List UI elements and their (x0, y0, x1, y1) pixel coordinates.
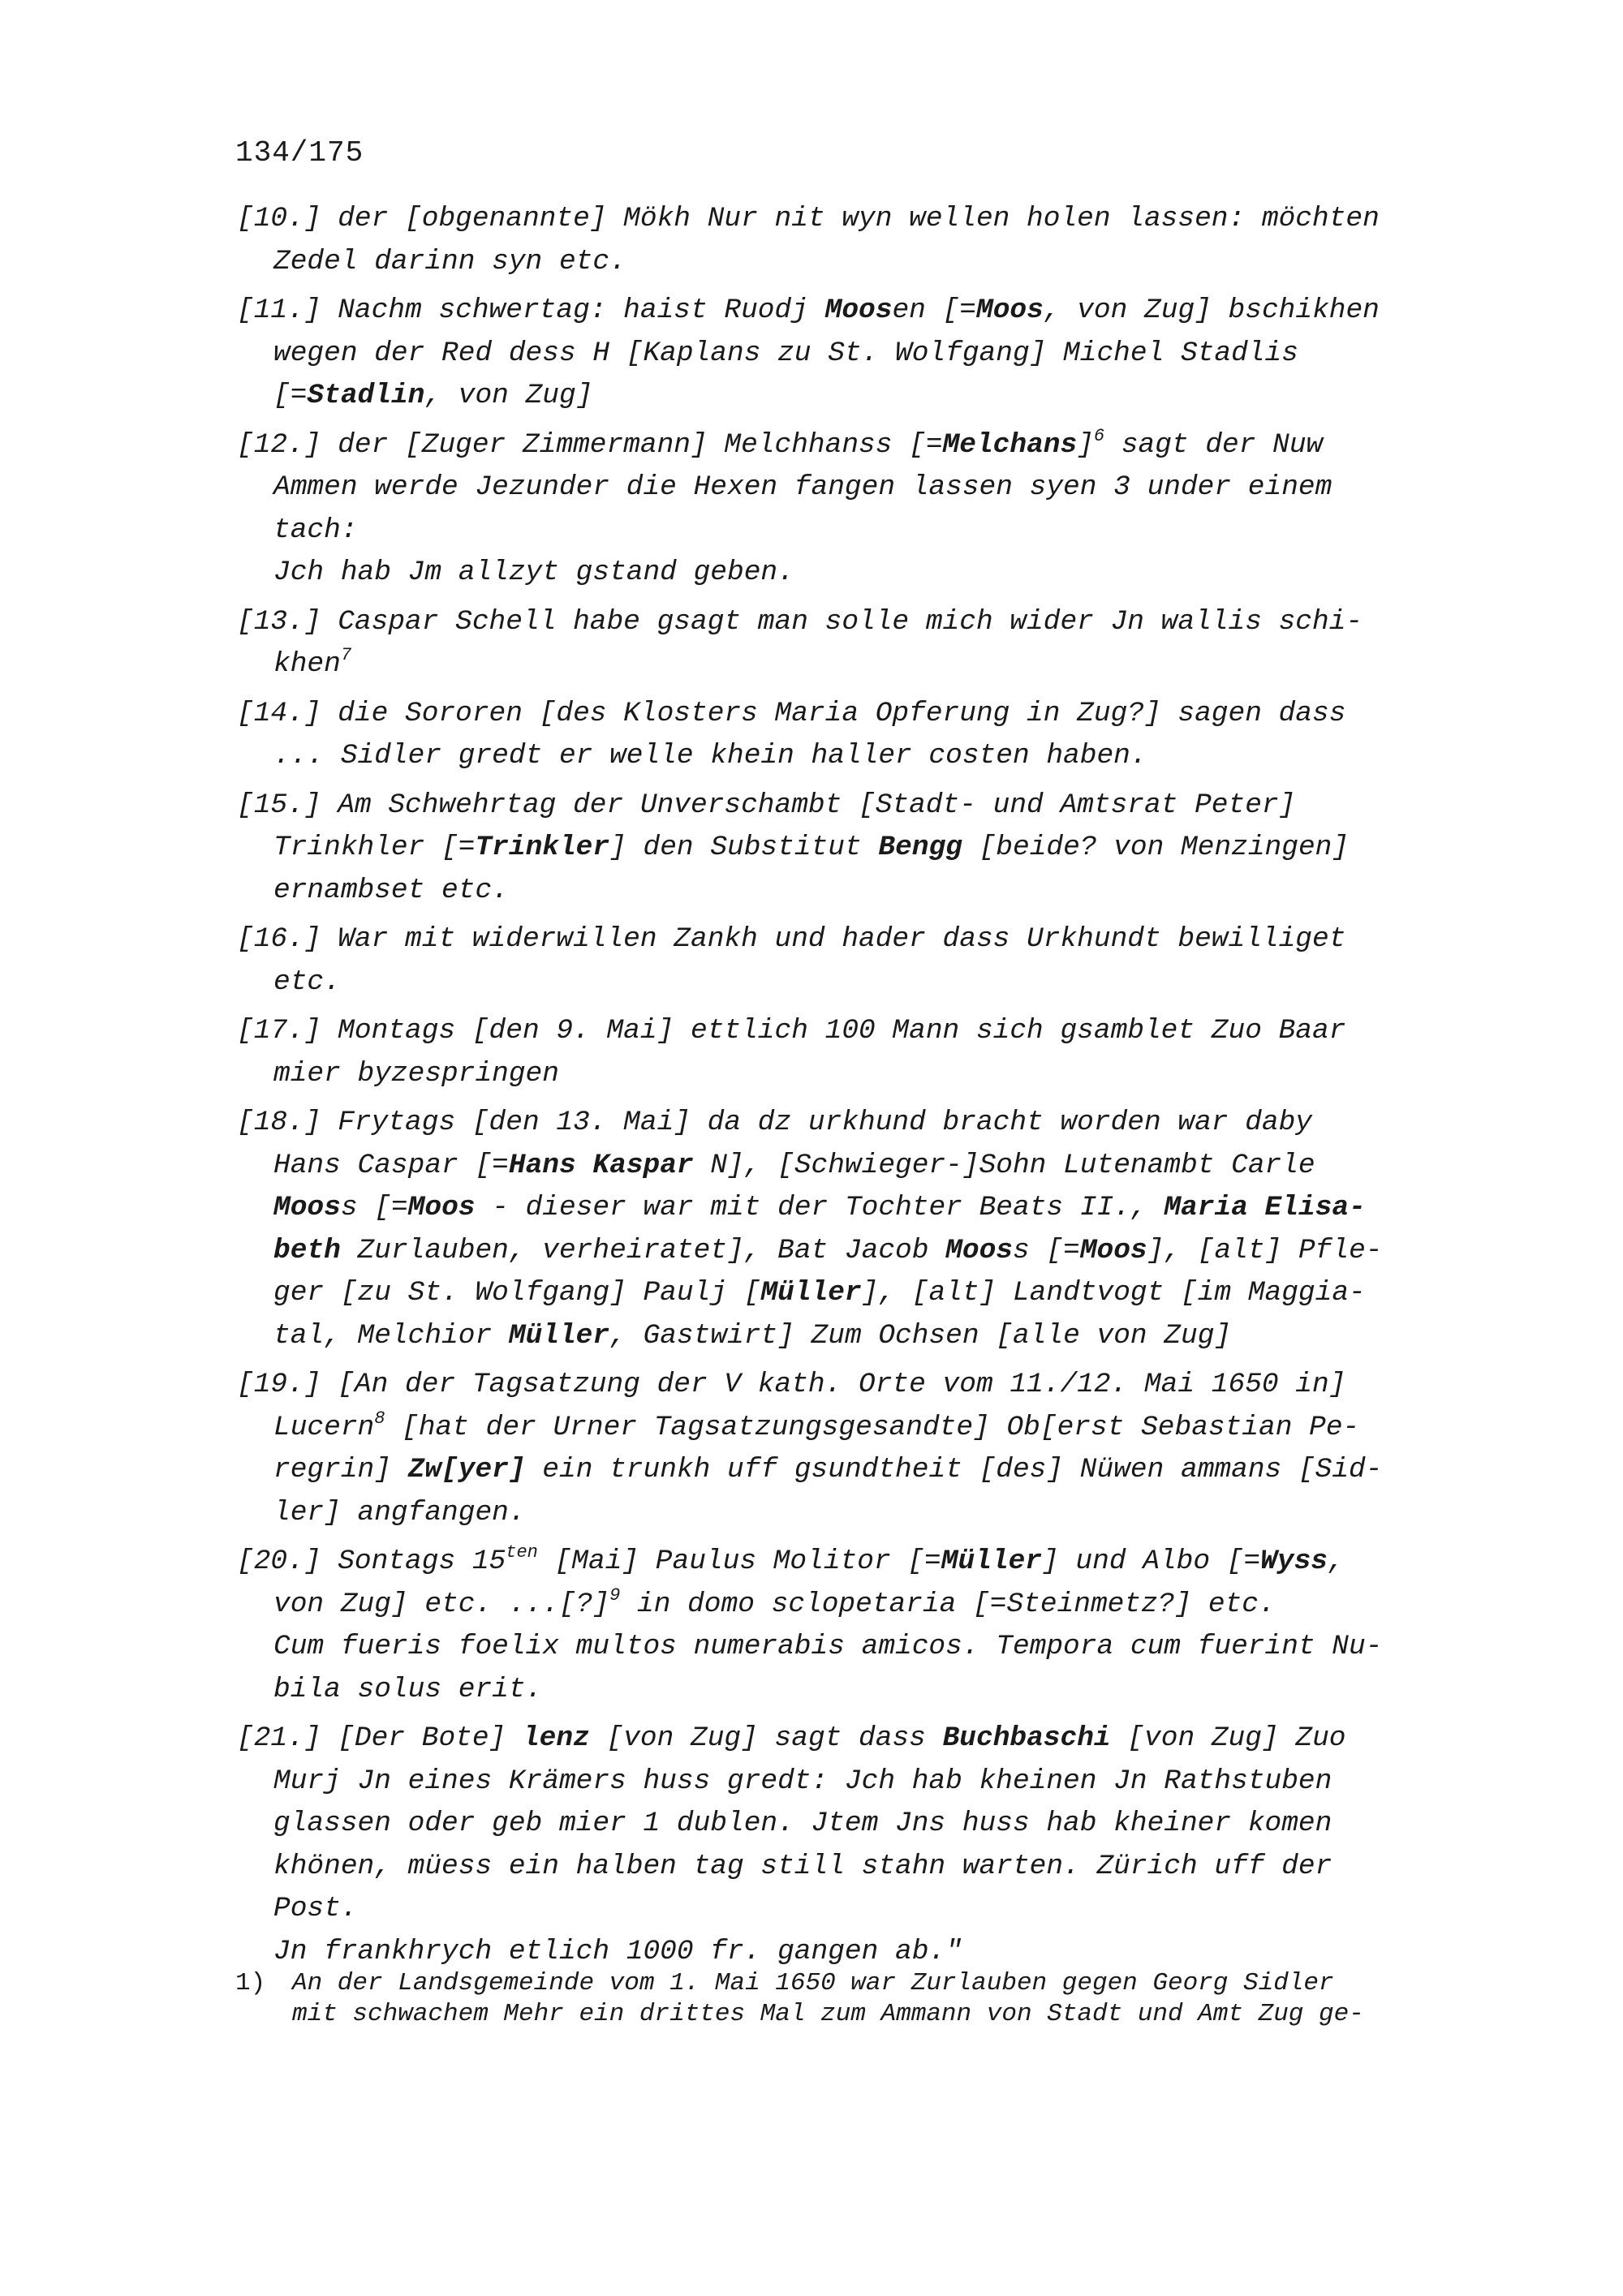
entry-line: Jch hab Jm allzyt gstand geben. (273, 557, 794, 588)
footnote-1 (235, 1968, 1485, 2030)
entry-line: wegen der Red dess H [Kaplans zu St. Wolfgang] Michel Stadlis (273, 337, 1298, 369)
entry-line: Zedel darinn syn etc. (273, 245, 626, 277)
entry-line: von Zug] etc. ...[?]$^9$ in domo sclopetaria [=Steinmetz?] etc. (273, 1584, 1276, 1620)
entry-line: Hans Caspar [=Hans Kaspar N], [Schwieger-]Sohn Lutenambt Carle (273, 1149, 1315, 1181)
entry-line: tal, Melchior Müller, Gastwirt] Zum Ochsen [alle von Zug] (273, 1319, 1232, 1352)
entry-21 (237, 1718, 1487, 1973)
entry-line: [18.] Frytags [den 13. Mai] da dz urkhund bracht worden war daby (237, 1107, 1313, 1138)
entry-line: [10.] der [obgenannte] Mökh Nur nit wyn wellen holen lassen: möchten (237, 203, 1380, 234)
entry-line: Post. (273, 1893, 358, 1924)
entry-16 (237, 918, 1487, 1004)
entry-line: ger [zu St. Wolfgang] Paulj [Müller], [alt] Landtvogt [im Maggia- (273, 1277, 1366, 1309)
entry-line: ... Sidler gredt er welle khein haller costen haben. (273, 740, 1147, 772)
entry-line: [17.] Montags [den 9. Mai] ettlich 100 Mann sich gsamblet Zuo Baar (237, 1015, 1346, 1047)
entry-line: [11.] Nachm schwertag: haist Ruodj Moosen [=Moos, von Zug] bschikhen (237, 295, 1380, 326)
entry-line: [=Stadlin, von Zug] (273, 380, 593, 411)
entry-11 (237, 290, 1487, 418)
entry-line: Cum fueris foelix multos numerabis amicos. Tempora cum fuerint Nu- (273, 1631, 1383, 1662)
entry-line: regrin] Zw[yer] ein trunkh uff gsundtheit [des] Nüwen ammans [Sid- (273, 1454, 1383, 1486)
entry-list (237, 198, 1487, 1980)
entry-line: [12.] der [Zuger Zimmermann] Melchhanss [=Melchans]$^6$ sagt der Nuw (237, 425, 1324, 461)
entry-line: etc. (273, 965, 341, 998)
entry-line: bila solus erit. (273, 1673, 543, 1705)
entry-line: [16.] War mit widerwillen Zankh und hader dass Urkhundt bewilliget (237, 923, 1346, 955)
entry-19 (237, 1364, 1487, 1534)
entry-line: Lucern$^8$ [hat der Urner Tagsatzungsgesandte] Ob[erst Sebastian Pe- (273, 1408, 1360, 1443)
footnote-line: mit schwachem Mehr ein drittes Mal zum Ammann von Stadt und Amt Zug ge- (292, 2000, 1364, 2028)
footnote-text: An der Landsgemeinde vom 1. Mai 1650 war Zurlauben gegen Georg Sidler (292, 1969, 1334, 1997)
entry-line: khen$^7$ (273, 645, 352, 680)
entry-15 (237, 785, 1487, 913)
entry-line: [14.] die Sororen [des Klosters Maria Opferung in Zug?] sagen dass (237, 697, 1346, 729)
entry-18 (237, 1102, 1487, 1357)
entry-13 (237, 601, 1487, 686)
entry-line: khönen, müess ein halben tag still stahn warten. Zürich uff der (273, 1850, 1332, 1882)
entry-line: beth Zurlauben, verheiratet], Bat Jacob Mooss [=Moos], [alt] Pfle- (273, 1234, 1383, 1266)
entry-line: Mooss [=Moos - dieser war mit der Tochter Beats II., Maria Elisa- (273, 1192, 1366, 1223)
entry-line: mier byzespringen (273, 1057, 559, 1090)
entry-line: Ammen werde Jezunder die Hexen fangen lassen syen 3 under einem (273, 471, 1332, 503)
entry-line: Trinkhler [=Trinkler] den Substitut Bengg [beide? von Menzingen] (273, 832, 1350, 863)
entry-line: tach: (273, 514, 358, 546)
entry-line: [20.] Sontags $15^{ten}$ [Mai] Paulus Molitor [=Müller] und Albo [=Wyss, (237, 1542, 1345, 1577)
entry-line: [13.] Caspar Schell habe gsagt man solle mich wider Jn wallis schi- (237, 605, 1363, 638)
entry-10 (237, 198, 1487, 283)
entry-line: Murj Jn eines Krämers huss gredt: Jch hab kheinen Jn Rathstuben (273, 1765, 1332, 1797)
entry-line: ler] angfangen. (273, 1496, 526, 1529)
entry-12 (237, 424, 1487, 595)
entry-line: ernambset etc. (273, 874, 509, 906)
entry-line: [21.] [Der Bote] lenz [von Zug] sagt dass Buchbaschi [von Zug] Zuo (237, 1722, 1346, 1754)
entry-line: [19.] [An der Tagsatzung der V kath. Orte vom 11./12. Mai 1650 in] (237, 1369, 1346, 1400)
entry-14 (237, 693, 1487, 778)
entry-line: glassen oder geb mier 1 dublen. Jtem Jns huss hab kheiner komen (273, 1808, 1332, 1839)
page-number: 134/175 (235, 136, 364, 170)
entry-line: [15.] Am Schwehrtag der Unverschambt [Stadt- und Amtsrat Peter] (237, 789, 1296, 821)
entry-17 (237, 1010, 1487, 1095)
footnote-number: 1) (235, 1969, 266, 1997)
entry-20 (237, 1541, 1487, 1711)
footnote-line (235, 1968, 1485, 1999)
entry-line: Jn frankhrych etlich 1000 fr. gangen ab." (273, 1935, 962, 1967)
